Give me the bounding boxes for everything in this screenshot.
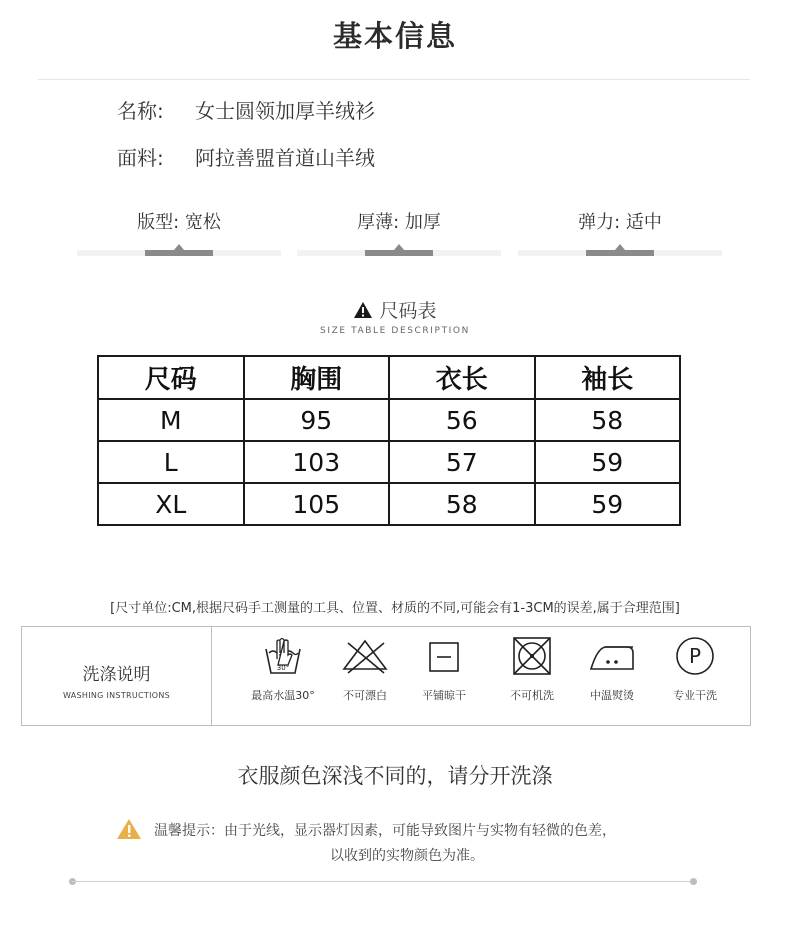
scale-pointer (174, 244, 184, 250)
wash-item-label: 中温熨烫 (590, 689, 634, 702)
wash-item-hand-wash (243, 635, 323, 703)
professional-dry-clean-icon (673, 635, 717, 677)
measurement-note: [尺寸单位:CM,根据尺码手工测量的工具、位置、材质的不同,可能会有1-3CM的误差,属于合理范围] (110, 601, 680, 616)
attr-thickness: 厚薄: 加厚 (357, 212, 441, 233)
washing-subtitle: WASHING INSTRUCTIONS (62, 691, 171, 700)
wash-item-no-bleach (325, 635, 405, 703)
info-label: 名称: (117, 99, 164, 123)
divider-dot-right (690, 878, 697, 885)
attr-thickness-scale (297, 250, 501, 256)
page-title: 基本信息 (332, 19, 457, 53)
size-table-subtitle: SIZE TABLE DESCRIPTION (320, 326, 470, 336)
wash-item-iron-medium (572, 635, 652, 703)
table-header-row (98, 356, 680, 399)
wash-item-label: 平铺晾干 (422, 689, 466, 702)
wash-item-dry-clean (655, 635, 735, 703)
wash-item-label: 最高水温30° (251, 689, 315, 702)
size-table (97, 355, 681, 526)
table-header: 衣长 (389, 356, 535, 399)
color-caution: 衣服颜色深浅不同的，请分开洗涤 (237, 764, 553, 788)
caution-icon (116, 818, 142, 840)
washing-panel (21, 626, 751, 726)
attr-elasticity-scale (518, 250, 722, 256)
title-divider (38, 79, 750, 80)
no-machine-wash-icon (511, 635, 553, 677)
table-cell: 59 (535, 483, 681, 525)
table-cell: 95 (244, 399, 390, 441)
iron-medium-icon (587, 635, 637, 677)
scale-pointer (394, 244, 404, 250)
tip-line-2: 以收到的实物颜色为准。 (330, 848, 484, 864)
washing-title: 洗涤说明 (82, 665, 151, 685)
table-row (98, 441, 680, 483)
scale-marker (586, 250, 654, 256)
flat-dry-icon (424, 635, 464, 677)
table-cell: 58 (535, 399, 681, 441)
bottom-divider (72, 881, 696, 882)
table-header: 袖长 (535, 356, 681, 399)
table-cell: 56 (389, 399, 535, 441)
warning-triangle-icon (353, 301, 373, 319)
scale-marker (365, 250, 433, 256)
table-cell: XL (98, 483, 244, 525)
info-row-name (117, 95, 375, 124)
table-cell: 105 (244, 483, 390, 525)
wash-item-no-machine-wash (492, 635, 572, 703)
attr-fit: 版型: 宽松 (137, 212, 221, 233)
hand-wash-temp-mark: 30° (276, 664, 290, 672)
table-row (98, 483, 680, 525)
wash-item-label: 不可机洗 (510, 689, 554, 702)
table-cell: 57 (389, 441, 535, 483)
wash-item-flat-dry (404, 635, 484, 703)
table-cell: 103 (244, 441, 390, 483)
size-table-title: 尺码表 (379, 300, 437, 322)
table-cell: 59 (535, 441, 681, 483)
no-bleach-icon (338, 635, 392, 677)
size-table-title-wrap (353, 296, 436, 323)
wash-item-label: 不可漂白 (343, 689, 387, 702)
table-cell: L (98, 441, 244, 483)
table-cell: M (98, 399, 244, 441)
info-value: 阿拉善盟首道山羊绒 (195, 146, 375, 170)
table-header: 尺码 (98, 356, 244, 399)
dry-clean-mark: P (688, 644, 702, 668)
info-row-fabric (117, 142, 375, 171)
hand-wash-icon (263, 635, 303, 677)
attr-fit-scale (77, 250, 281, 256)
info-label: 面料: (117, 146, 164, 170)
size-table-heading (0, 296, 790, 336)
table-header: 胸围 (244, 356, 390, 399)
table-cell: 58 (389, 483, 535, 525)
table-row (98, 399, 680, 441)
wash-item-label: 专业干洗 (673, 689, 717, 702)
scale-pointer (615, 244, 625, 250)
tip-line-1: 温馨提示：由于光线，显示器灯因素，可能导致图片与实物有轻微的色差， (154, 823, 616, 839)
attr-elasticity: 弹力: 适中 (578, 212, 662, 233)
scale-marker (145, 250, 213, 256)
info-value: 女士圆领加厚羊绒衫 (195, 99, 375, 123)
washing-title-box (22, 627, 212, 725)
